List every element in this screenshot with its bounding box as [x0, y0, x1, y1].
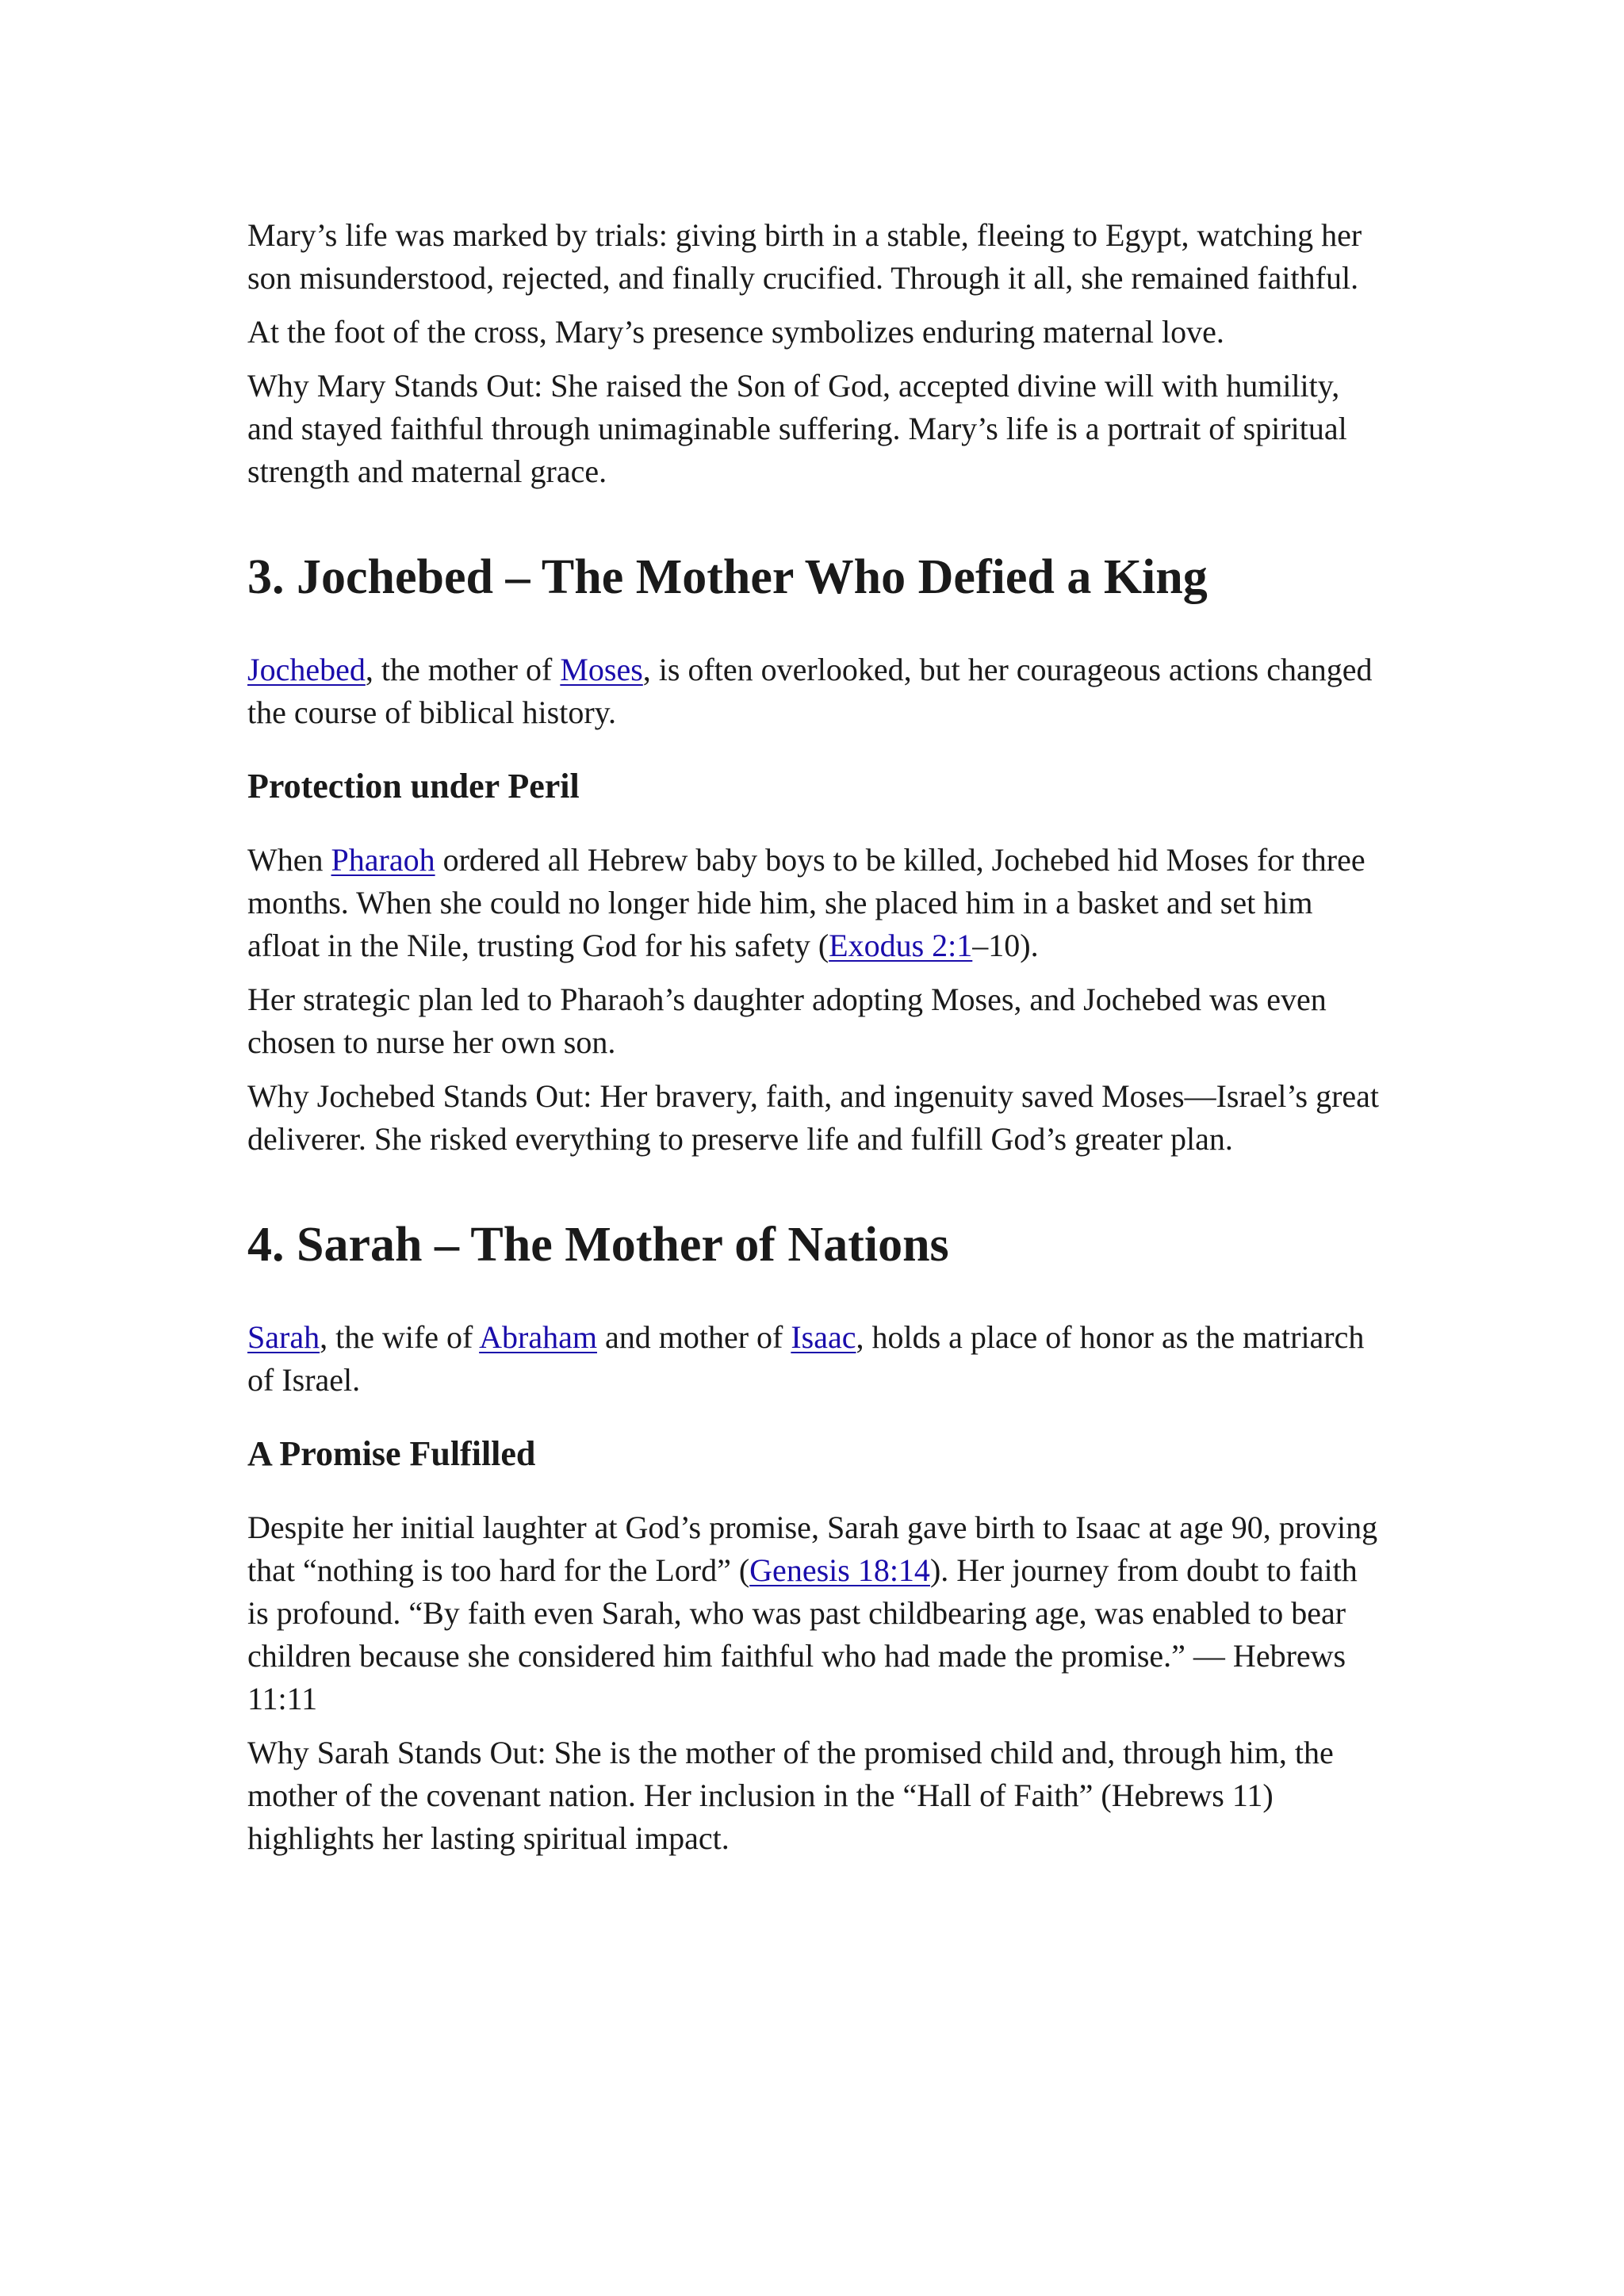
- jochebed-intro: [247, 649, 1386, 734]
- pharaoh-link[interactable]: Pharaoh: [331, 842, 435, 878]
- isaac-link[interactable]: Isaac: [791, 1319, 856, 1355]
- jochebed-link[interactable]: Jochebed: [247, 652, 366, 687]
- sarah-promise-text-2: ). Her journey from doubt to faith is profound. “By faith even Sarah, who was past childbearing age, was enabled to bear children because she considered him faithful who had made the promise.” — Hebrews 11:11: [247, 1552, 1358, 1716]
- jochebed-paragraph-protection: [247, 839, 1386, 967]
- sarah-section: [247, 1215, 1386, 1860]
- sarah-intro: [247, 1316, 1386, 1402]
- jochebed-protection-text-3: –10).: [972, 928, 1039, 963]
- sarah-intro-text-3: , holds a place of honor as the matriarch of Israel.: [247, 1319, 1365, 1398]
- jochebed-paragraph-why: Why Jochebed Stands Out: Her bravery, faith, and ingenuity saved Moses—Israel’s great deliverer. She risked everything to preserve life and fulfill God’s greater plan.: [247, 1078, 1380, 1157]
- jochebed-protection-text-1: When: [247, 842, 331, 878]
- genesis-link[interactable]: Genesis 18:14: [749, 1552, 930, 1588]
- mary-section: [247, 214, 1386, 493]
- sarah-subheading: A Promise Fulfilled: [247, 1434, 536, 1473]
- exodus-link[interactable]: Exodus 2:1: [829, 928, 973, 963]
- jochebed-protection-text-2: ordered all Hebrew baby boys to be killed, Jochebed hid Moses for three months. When she could no longer hide him, she placed him in a basket and set him afloat in the Nile, trusting God for his safety (: [247, 842, 1365, 963]
- jochebed-intro-text-1: , the mother of: [365, 652, 561, 687]
- sarah-intro-text-1: , the wife of: [320, 1319, 480, 1355]
- sarah-paragraph-why: Why Sarah Stands Out: She is the mother of the promised child and, through him, the mother of the covenant nation. Her inclusion in the “Hall of Faith” (Hebrews 11) highlights her lasting spiritual impact.: [247, 1735, 1334, 1856]
- mary-paragraph-why: Why Mary Stands Out: She raised the Son of God, accepted divine will with humility, and stayed faithful through unimaginable suffering. Mary’s life is a portrait of spiritual strength and maternal grace.: [247, 368, 1347, 489]
- sarah-promise-text-1: Despite her initial laughter at God’s promise, Sarah gave birth to Isaac at age 90, proving that “nothing is too hard for the Lord” (: [247, 1510, 1378, 1588]
- moses-link[interactable]: Moses: [560, 652, 643, 687]
- sarah-heading: 4. Sarah – The Mother of Nations: [247, 1218, 949, 1272]
- jochebed-section: [247, 547, 1386, 1161]
- jochebed-paragraph-plan: Her strategic plan led to Pharaoh’s daughter adopting Moses, and Jochebed was even chosen to nurse her own son.: [247, 982, 1327, 1060]
- abraham-link[interactable]: Abraham: [479, 1319, 597, 1355]
- sarah-link[interactable]: Sarah: [247, 1319, 320, 1355]
- jochebed-heading: 3. Jochebed – The Mother Who Defied a King: [247, 550, 1208, 604]
- jochebed-intro-text-2: , is often overlooked, but her courageous actions changed the course of biblical history.: [247, 652, 1373, 730]
- sarah-paragraph-promise: [247, 1506, 1386, 1720]
- mary-paragraph-cross: At the foot of the cross, Mary’s presence symbolizes enduring maternal love.: [247, 314, 1224, 350]
- jochebed-subheading: Protection under Peril: [247, 767, 580, 806]
- sarah-intro-text-2: and mother of: [596, 1319, 791, 1355]
- mary-paragraph-trials: Mary’s life was marked by trials: giving birth in a stable, fleeing to Egypt, watching her son misunderstood, rejected, and finally crucified. Through it all, she remained faithful.: [247, 217, 1362, 296]
